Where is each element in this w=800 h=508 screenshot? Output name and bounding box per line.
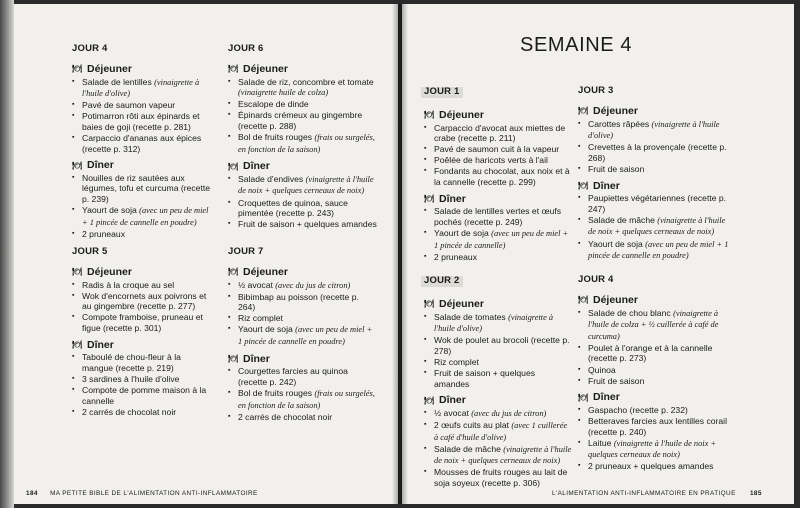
menu-item-text: Poulet à l'orange et à la cannelle (recette p. 273): [588, 342, 713, 364]
menu-item-note: (vinaigrette à l'huile de noix + quelques cerneaux de noix): [588, 438, 717, 460]
meal-title: Déjeuner: [87, 63, 132, 75]
menu-item: [424, 420, 572, 443]
menu-item-text: Salade de lentilles: [82, 76, 155, 87]
menu-item: [72, 312, 212, 333]
day-heading: JOUR 2: [421, 276, 463, 287]
menu-item-text: Carpaccio d'ananas aux épices (recette p. 312): [82, 133, 202, 154]
meal-items-list: [424, 408, 572, 489]
book-gutter: [392, 4, 408, 504]
meal-items-list: [578, 308, 730, 387]
cutlery-icon: 🍽: [578, 295, 589, 305]
cutlery-icon: 🍽: [72, 64, 83, 74]
meal-heading: [578, 295, 730, 306]
menu-item-text: Yaourt de soja: [82, 205, 140, 216]
menu-item-text: Betteraves farcies aux lentilles corail (recette p. 240): [588, 415, 727, 437]
menu-item-text: 2 carrés de chocolat noir: [82, 406, 177, 417]
meal-items-list: [72, 352, 212, 417]
menu-item: [424, 444, 572, 467]
menu-item-text: ½ avocat: [238, 279, 276, 290]
cutlery-icon: 🍽: [578, 106, 589, 116]
meal-title: Dîner: [243, 160, 270, 173]
cutlery-icon: 🍽: [72, 339, 83, 349]
page-footer: [552, 490, 762, 497]
menu-item-text: Yaourt de soja: [434, 227, 492, 238]
menu-item: [424, 368, 572, 389]
menu-item-text: Compote framboise, pruneau et figue (recette p. 301): [82, 312, 203, 333]
menu-item-note: (vinaigrette à l'huile de noix + quelques cerneaux de noix): [238, 174, 374, 196]
menu-item: [578, 343, 730, 364]
menu-item-text: 2 pruneaux: [434, 251, 478, 262]
menu-item-text: Yaourt de soja: [238, 324, 296, 335]
menu-item: [72, 352, 212, 373]
meal-heading: [72, 267, 212, 278]
menu-item-text: Yaourt de soja: [588, 238, 646, 249]
menu-item-note: (avec un peu de miel + 1 pincée de cannelle): [434, 228, 569, 250]
menu-item-text: Fruit de saison + quelques amandes: [238, 219, 377, 230]
menu-item-note: (vinaigrette à l'huile de noix + quelques cerneaux de noix): [588, 215, 726, 237]
page-footer: [26, 490, 258, 497]
menu-item-text: Bibimbap au poisson (recette p. 264): [238, 291, 359, 313]
cutlery-icon: 🍽: [228, 267, 239, 277]
menu-item-text: Poêlée de haricots verts à l'ail: [434, 155, 548, 166]
meal-title: Dîner: [439, 394, 466, 407]
day-block: [72, 44, 212, 245]
right-page: [402, 4, 794, 504]
menu-item: [72, 229, 212, 240]
menu-item: [72, 205, 212, 228]
menu-item-text: ½ avocat: [434, 407, 472, 418]
meal-items-list: [228, 77, 378, 156]
menu-item-text: Fruit de saison + quelques amandes: [434, 368, 536, 389]
menu-item-text: Mousses de fruits rouges au lait de soja soyeux (recette p. 306): [434, 467, 568, 488]
meal-title: Dîner: [439, 192, 466, 205]
meal-items-list: [578, 119, 730, 175]
meal-heading: [228, 161, 378, 172]
menu-item-text: Gaspacho (recette p. 232): [588, 404, 688, 415]
day-heading: JOUR 4: [578, 274, 614, 285]
cutlery-icon: 🍽: [578, 392, 589, 402]
menu-item-text: Pavé de saumon vapeur: [82, 100, 176, 111]
menu-item: [578, 164, 730, 175]
meal-items-list: [424, 312, 572, 390]
menu-item-text: 2 carrés de chocolat noir: [238, 411, 333, 422]
menu-item: [228, 110, 378, 131]
menu-item-text: 2 pruneaux + quelques amandes: [588, 461, 714, 472]
menu-item-note: (avec du jus de citron): [471, 408, 547, 418]
menu-item-text: Nouilles de riz sautées aux légumes, tofu et curcuma (recette p. 239): [82, 172, 211, 205]
menu-item: [578, 376, 730, 387]
menu-item-text: Courgettes farcies au quinoa (recette p. 242): [238, 366, 348, 387]
meal-heading: [424, 395, 572, 406]
menu-item-text: Taboulé de chou-fleur à la mangue (recette p. 219): [82, 352, 181, 373]
menu-item-note: (vinaigrette à l'huile d'olive): [588, 119, 720, 141]
menu-item-text: Salade d'endives: [238, 173, 306, 184]
menu-item-text: Salade de riz, concombre et tomate: [238, 76, 374, 87]
cutlery-icon: 🍽: [228, 353, 239, 363]
menu-item-note: (vinaigrette huile de colza): [238, 88, 329, 98]
menu-item: [424, 357, 572, 368]
menu-item-note: (vinaigrette à l'huile d'olive): [82, 77, 200, 99]
menu-item-text: Salade de chou blanc: [588, 307, 674, 318]
meal-items-list: [72, 173, 212, 240]
menu-item: [424, 312, 572, 335]
menu-item: [72, 374, 212, 385]
meal-title: Déjeuner: [439, 109, 484, 121]
menu-item: [228, 324, 378, 347]
menu-item-text: Crevettes à la provençale (recette p. 268): [588, 142, 727, 163]
meal-title: Dîner: [87, 159, 114, 172]
day-heading: JOUR 3: [578, 85, 614, 96]
cutlery-icon: 🍽: [424, 299, 435, 309]
day-block: [578, 86, 730, 268]
menu-item: [424, 335, 572, 356]
menu-item-text: Fondants au chocolat, aux noix et à la cannelle (recette p. 299): [434, 166, 570, 188]
meal-heading: [578, 392, 730, 403]
meal-title: Déjeuner: [593, 294, 638, 306]
meal-heading: [72, 340, 212, 351]
menu-item: [72, 133, 212, 154]
meal-heading: [228, 64, 378, 75]
menu-item: [578, 365, 730, 376]
menu-item: [72, 291, 212, 312]
menu-item-note: (vinaigrette à l'huile d'olive): [434, 312, 554, 334]
meal-heading: [228, 354, 378, 365]
meal-title: Déjeuner: [243, 266, 288, 278]
menu-item: [228, 280, 378, 292]
menu-item-text: 2 œufs cuits au plat: [434, 419, 512, 430]
menu-item: [424, 155, 572, 166]
menu-item-text: Bol de fruits rouges: [238, 132, 315, 143]
menu-item: [72, 407, 212, 418]
meal-heading: [228, 267, 378, 278]
menu-item-text: 3 sardines à l'huile d'olive: [82, 373, 180, 384]
page-edge: [0, 0, 14, 508]
menu-item-text: Fruit de saison: [588, 375, 645, 386]
day-heading: JOUR 7: [228, 246, 264, 257]
cutlery-icon: 🍽: [424, 110, 435, 120]
running-title: L'ALIMENTATION ANTI-INFLAMMATOIRE EN PRATIQUE: [552, 490, 736, 497]
menu-item-text: Escalope de dinde: [238, 99, 309, 110]
menu-item-text: Potimarron rôti aux épinards et baies de goji (recette p. 281): [82, 111, 200, 132]
menu-item: [228, 174, 378, 197]
menu-item-note: (frais ou surgelés, en fonction de la saison): [238, 388, 375, 410]
meal-heading: [424, 194, 572, 205]
meal-title: Dîner: [593, 391, 620, 404]
menu-item: [72, 385, 212, 406]
menu-item: [578, 215, 730, 238]
meal-title: Déjeuner: [439, 298, 484, 310]
meal-items-list: [578, 405, 730, 472]
day-block: [228, 247, 378, 428]
menu-item: [424, 252, 572, 263]
menu-item-note: (vinaigrette à l'huile de colza + ½ cuillerée à café de curcuma): [588, 308, 719, 341]
meal-title: Dîner: [593, 179, 620, 192]
menu-item: [578, 308, 730, 343]
menu-item: [424, 123, 572, 144]
menu-item-text: Bol de fruits rouges: [238, 387, 315, 398]
menu-item: [578, 142, 730, 163]
meal-items-list: [72, 280, 212, 334]
menu-item-text: Carottes râpées: [588, 118, 652, 129]
meal-items-list: [228, 366, 378, 422]
day-block: [228, 44, 378, 236]
menu-item-text: Salade de lentilles vertes et œufs pochés (recette p. 249): [434, 206, 562, 227]
menu-item: [424, 408, 572, 420]
menu-item: [578, 119, 730, 142]
menu-item-note: (vinaigrette à l'huile de noix + quelques cerneaux de noix): [434, 444, 572, 466]
meal-items-list: [578, 193, 730, 262]
menu-item: [578, 438, 730, 461]
menu-item-text: Wok d'encornets aux poivrons et au gingembre (recette p. 277): [82, 290, 207, 312]
menu-item: [228, 219, 378, 230]
menu-item: [228, 313, 378, 324]
menu-item-text: Radis à la croque au sel: [82, 279, 175, 290]
cutlery-icon: 🍽: [424, 395, 435, 405]
menu-item: [424, 228, 572, 251]
menu-item: [72, 280, 212, 291]
menu-item-text: Riz complet: [238, 313, 283, 324]
day-block: [578, 275, 730, 478]
menu-item-text: Épinards crémeux au gingembre (recette p. 288): [238, 110, 363, 131]
running-title: MA PETITE BIBLE DE L'ALIMENTATION ANTI-INFLAMMATOIRE: [50, 490, 258, 497]
menu-item-text: Salade de mâche: [588, 214, 658, 225]
menu-item-note: (avec 1 cuillerée à café d'huile d'olive): [434, 420, 568, 442]
meal-items-list: [228, 280, 378, 348]
day-heading: JOUR 6: [228, 43, 264, 54]
menu-item: [72, 173, 212, 205]
cutlery-icon: 🍽: [228, 64, 239, 74]
meal-heading: [578, 181, 730, 192]
left-page: [14, 4, 398, 504]
meal-heading: [72, 64, 212, 75]
page-number: 185: [749, 490, 762, 497]
day-heading: JOUR 1: [421, 87, 463, 98]
menu-item: [424, 144, 572, 155]
menu-item: [228, 99, 378, 110]
meal-items-list: [424, 123, 572, 188]
meal-heading: [424, 110, 572, 121]
menu-item: [578, 405, 730, 416]
menu-item: [72, 111, 212, 132]
menu-item-text: Laitue: [588, 437, 614, 448]
menu-item: [424, 206, 572, 227]
day-block: [424, 275, 572, 495]
day-heading: JOUR 4: [72, 43, 108, 54]
meal-title: Déjeuner: [87, 266, 132, 278]
menu-item-note: (frais ou surgelés, en fonction de la saison): [238, 133, 375, 154]
meal-heading: [424, 299, 572, 310]
menu-item: [228, 388, 378, 411]
meal-items-list: [72, 77, 212, 155]
menu-item: [72, 77, 212, 100]
menu-item-text: Compote de pomme maison à la cannelle: [82, 384, 207, 406]
meal-items-list: [228, 174, 378, 230]
meal-title: Déjeuner: [243, 63, 288, 75]
menu-item-note: (avec un peu de miel + 1 pincée de cannelle en poudre): [588, 239, 729, 261]
menu-item: [578, 461, 730, 472]
day-block: [424, 86, 572, 268]
menu-item-text: Wok de poulet au brocoli (recette p. 278): [434, 335, 570, 356]
menu-item: [424, 166, 572, 187]
menu-item-text: Pavé de saumon cuit à la vapeur: [434, 144, 560, 155]
cutlery-icon: 🍽: [72, 160, 83, 170]
cutlery-icon: 🍽: [72, 267, 83, 277]
menu-item-note: (avec du jus de citron): [275, 280, 351, 290]
week-title: SEMAINE 4: [520, 34, 633, 56]
meal-title: Dîner: [87, 338, 114, 351]
cutlery-icon: 🍽: [228, 161, 239, 171]
menu-item-text: Riz complet: [434, 356, 479, 367]
day-heading: JOUR 5: [72, 246, 108, 257]
day-block: [72, 247, 212, 423]
menu-item-note: (avec un peu de miel + 1 pincée de cannelle en poudre): [82, 206, 209, 227]
menu-item: [72, 100, 212, 111]
menu-item: [578, 416, 730, 437]
menu-item: [228, 412, 378, 423]
cutlery-icon: 🍽: [578, 180, 589, 190]
cutlery-icon: 🍽: [424, 193, 435, 203]
menu-item-text: Quinoa: [588, 364, 616, 375]
menu-item-text: Salade de mâche: [434, 443, 504, 454]
menu-item: [228, 132, 378, 155]
page-number: 184: [26, 490, 38, 497]
menu-item: [424, 467, 572, 488]
menu-item-text: Fruit de saison: [588, 163, 645, 174]
meal-items-list: [424, 206, 572, 262]
meal-title: Déjeuner: [593, 105, 638, 117]
menu-item: [228, 198, 378, 219]
menu-item: [578, 239, 730, 262]
menu-item-note: (avec un peu de miel + 1 pincée de cannelle en poudre): [238, 325, 373, 347]
menu-item: [228, 366, 378, 387]
menu-item: [228, 77, 378, 99]
meal-heading: [72, 160, 212, 171]
menu-item-text: Paupiettes végétariennes (recette p. 247): [588, 193, 727, 214]
menu-item-text: Carpaccio d'avocat aux miettes de crabe (recette p. 211): [434, 122, 566, 144]
meal-heading: [578, 106, 730, 117]
meal-title: Dîner: [243, 352, 270, 365]
menu-item-text: Croquettes de quinoa, sauce pimentée (recette p. 243): [238, 197, 348, 219]
menu-item-text: 2 pruneaux: [82, 228, 126, 239]
menu-item: [228, 292, 378, 313]
menu-item-text: Salade de tomates: [434, 311, 509, 322]
menu-item: [578, 193, 730, 214]
